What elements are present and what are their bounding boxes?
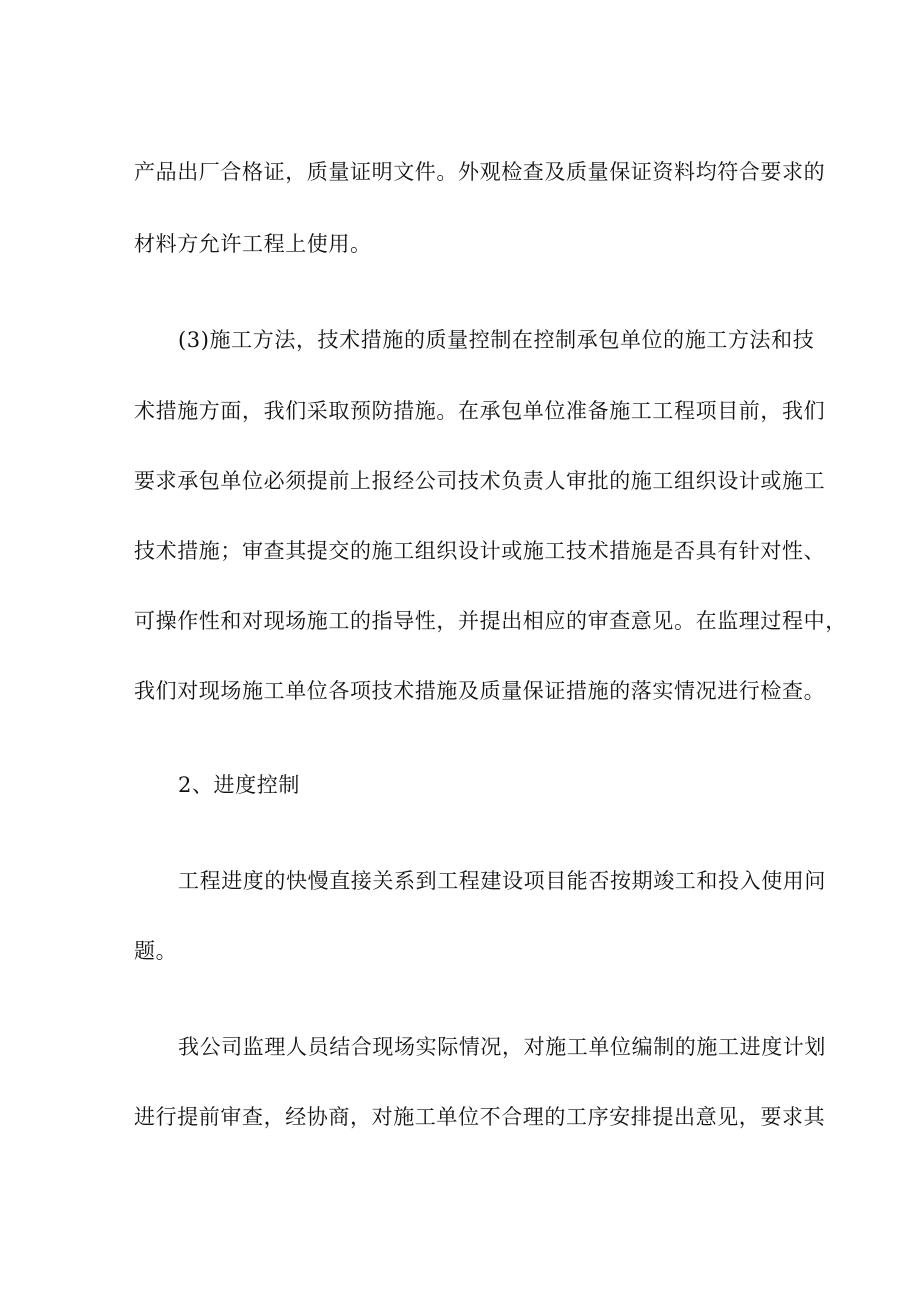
paragraph-4-line-2: 进行提前审查，经协商，对施工单位不合理的工序安排提出意见，要求其 bbox=[134, 1105, 826, 1129]
paragraph-2-line-3: 要求承包单位必须提前上报经公司技术负责人审批的施工组织设计或施工 bbox=[134, 469, 826, 493]
paragraph-2-line-5: 可操作性和对现场施工的指导性，并提出相应的审查意见。在监理过程中， bbox=[134, 609, 847, 633]
paragraph-2-line-6: 我们对现场施工单位各项技术措施及质量保证措施的落实情况进行检查。 bbox=[134, 679, 826, 703]
section-heading-progress-control: 2、进度控制 bbox=[178, 773, 300, 797]
paragraph-3-line-2: 题。 bbox=[134, 939, 178, 963]
paragraph-1-line-1: 产品出厂合格证，质量证明文件。外观检查及质量保证资料均符合要求的 bbox=[134, 160, 826, 184]
paragraph-2-line-4: 技术措施；审查其提交的施工组织设计或施工技术措施是否具有针对性、 bbox=[134, 539, 826, 563]
paragraph-2-line-1: (3)施工方法，技术措施的质量控制在控制承包单位的施工方法和技 bbox=[178, 328, 815, 352]
paragraph-4-line-1: 我公司监理人员结合现场实际情况，对施工单位编制的施工进度计划 bbox=[178, 1035, 826, 1059]
paragraph-1-line-2: 材料方允许工程上使用。 bbox=[134, 232, 372, 256]
paragraph-3-line-1: 工程进度的快慢直接关系到工程建设项目能否按期竣工和投入使用问 bbox=[178, 869, 826, 893]
paragraph-2-line-2: 术措施方面，我们采取预防措施。在承包单位准备施工工程项目前，我们 bbox=[134, 399, 826, 423]
